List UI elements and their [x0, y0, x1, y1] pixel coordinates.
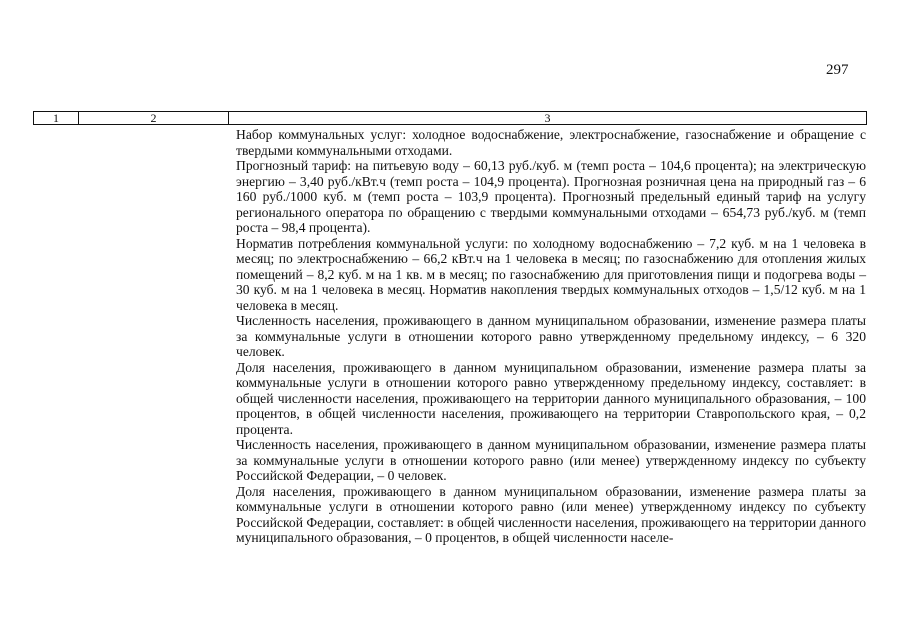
page-number: 297 — [826, 62, 849, 78]
paragraph-population-subject-index: Численность населения, проживающего в данном муниципальном образовании, изменение размера платы за коммунальные услуги в отношении которого равно (или менее) утвержденному индексу по субъекту Российской Федерации, – 0 человек. — [236, 437, 866, 483]
paragraph-services: Набор коммунальных услуг: холодное водоснабжение, электроснабжение, газоснабжение и обращение с твердыми коммунальными отходами. — [236, 127, 866, 158]
table-header-row — [33, 111, 867, 125]
paragraph-share-subject-index: Доля населения, проживающего в данном муниципальном образовании, изменение размера платы за коммунальные услуги в отношении которого равно (или менее) утвержденному индексу по субъекту Российской Федерации, составляет: в общей численности населения, проживающего на территории данного муниципального образования, – 0 процентов, в общей численности населе- — [236, 483, 866, 545]
paragraph-share-max-index: Доля населения, проживающего в данном муниципальном образовании, изменение размера платы за коммунальные услуги в отношении которого равно утвержденному предельному индексу, составляет: в общей численности населения, проживающего на территории данного муниципального образования, – 100 процентов, в общей численности населения, проживающего на территории Ставропольского края, – 0,2 процента. — [236, 359, 866, 437]
table-cell-content — [236, 127, 866, 546]
paragraph-consumption-norms: Норматив потребления коммунальной услуги: по холодному водоснабжению – 7,2 куб. м на 1 человека в месяц; по электроснабжению – 66,2 кВт.ч на 1 человека в месяц; по газоснабжению для отопления жилых помещений – 8,2 куб. м на 1 кв. м в месяц; по газоснабжению для приготовления пищи и подогрева воды – 30 куб. м на 1 человека в месяц. Норматив накопления твердых коммунальных отходов – 1,5/12 куб. м на 1 человека в месяц. — [236, 235, 866, 313]
column-header-1: 1 — [34, 112, 79, 124]
paragraph-tariffs: Прогнозный тариф: на питьевую воду – 60,13 руб./куб. м (темп роста – 104,6 процента); на электрическую энергию – 3,40 руб./кВт.ч (темп роста – 104,9 процента). Прогнозная розничная цена на природный газ – 6 160 руб./1000 куб. м (темп роста – 103,9 процента). Прогнозный предельный единый тариф на услугу регионального оператора по обращению с твердыми коммунальными отходами – 654,73 руб./куб. м (темп роста – 98,4 процента). — [236, 158, 866, 235]
column-header-3: 3 — [544, 111, 551, 125]
column-header-2: 2 — [79, 112, 229, 124]
paragraph-population-max-index: Численность населения, проживающего в данном муниципальном образовании, изменение размера платы за коммунальные услуги в отношении которого равно утвержденному предельному индексу, – 6 320 человек. — [236, 313, 866, 359]
